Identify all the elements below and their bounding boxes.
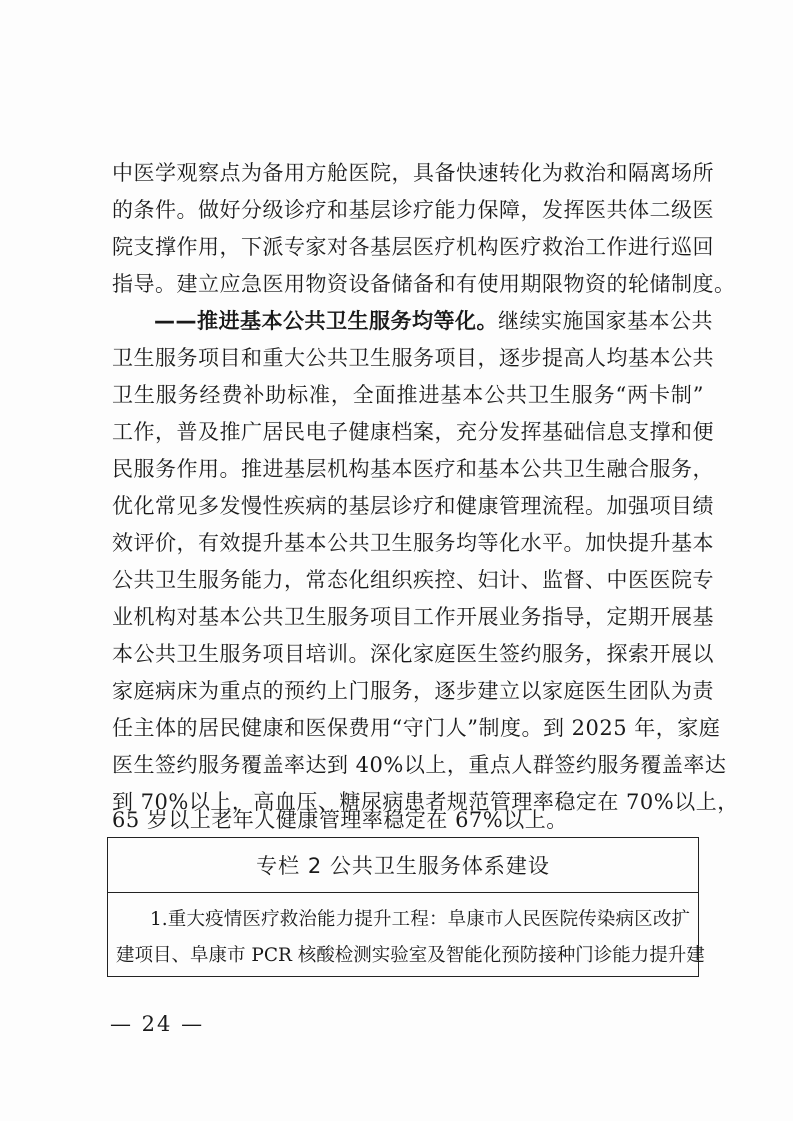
box-line: 建项目、阜康市 PCR 核酸检测实验室及智能化预防接种门诊能力提升建 [116,945,705,966]
box-title-row [108,838,698,893]
body-line: 任主体的居民健康和医保费用“守门人”制度。到 2025 年，家庭 [112,716,721,740]
body-line: 效评价，有效提升基本公共卫生服务均等化水平。加快提升基本 [112,531,714,555]
body-line: 医生签约服务覆盖率达到 40%以上，重点人群签约服务覆盖率达 [112,753,727,777]
body-line: 中医学观察点为备用方舱医院，具备快速转化为救治和隔离场所 [112,161,714,185]
body-line: 到 70%以上，高血压、糖尿病患者规范管理率稳定在 70%以上， [112,790,739,814]
body-line: 业机构对基本公共卫生服务项目工作开展业务指导，定期开展基 [112,605,714,629]
body-line: 本公共卫生服务项目培训。深化家庭医生签约服务，探索开展以 [112,642,714,666]
body-line: 公共卫生服务能力，常态化组织疾控、妇计、监督、中医医院专 [112,568,714,592]
page-number: — 24 — [110,1012,205,1036]
body-line: 指导。建立应急医用物资设备储备和有使用期限物资的轮储制度。 [112,272,736,296]
section-heading-line [154,303,713,340]
body-line: 院支撑作用，下派专家对各基层医疗机构医疗救治工作进行巡回 [112,235,714,259]
body-line: 民服务作用。推进基层机构基本医疗和基本公共卫生融合服务， [112,457,714,481]
body-line: 卫生服务项目和重大公共卫生服务项目，逐步提高人均基本公共 [112,346,714,370]
body-line: 家庭病床为重点的预约上门服务，逐步建立以家庭医生团队为责 [112,679,714,703]
box-title: 专栏 2 公共卫生服务体系建设 [256,854,550,878]
body-line: 65 岁以上老年人健康管理率稳定在 67%以上。 [112,808,568,832]
special-column-box [107,837,705,977]
body-line: 卫生服务经费补助标准，全面推进基本公共卫生服务“两卡制” [112,383,704,407]
section-lead: ——推进基本公共卫生服务均等化。 [154,309,498,333]
box-line: 1.重大疫情医疗救治能力提升工程：阜康市人民医院传染病区改扩 [150,909,690,930]
body-line: 优化常见多发慢性疾病的基层诊疗和健康管理流程。加强项目绩 [112,494,714,518]
body-line: 的条件。做好分级诊疗和基层诊疗能力保障，发挥医共体二级医 [112,198,714,222]
section-lead-rest: 继续实施国家基本公共 [498,309,713,333]
body-line: 工作，普及推广居民电子健康档案，充分发挥基础信息支撑和便 [112,420,714,444]
